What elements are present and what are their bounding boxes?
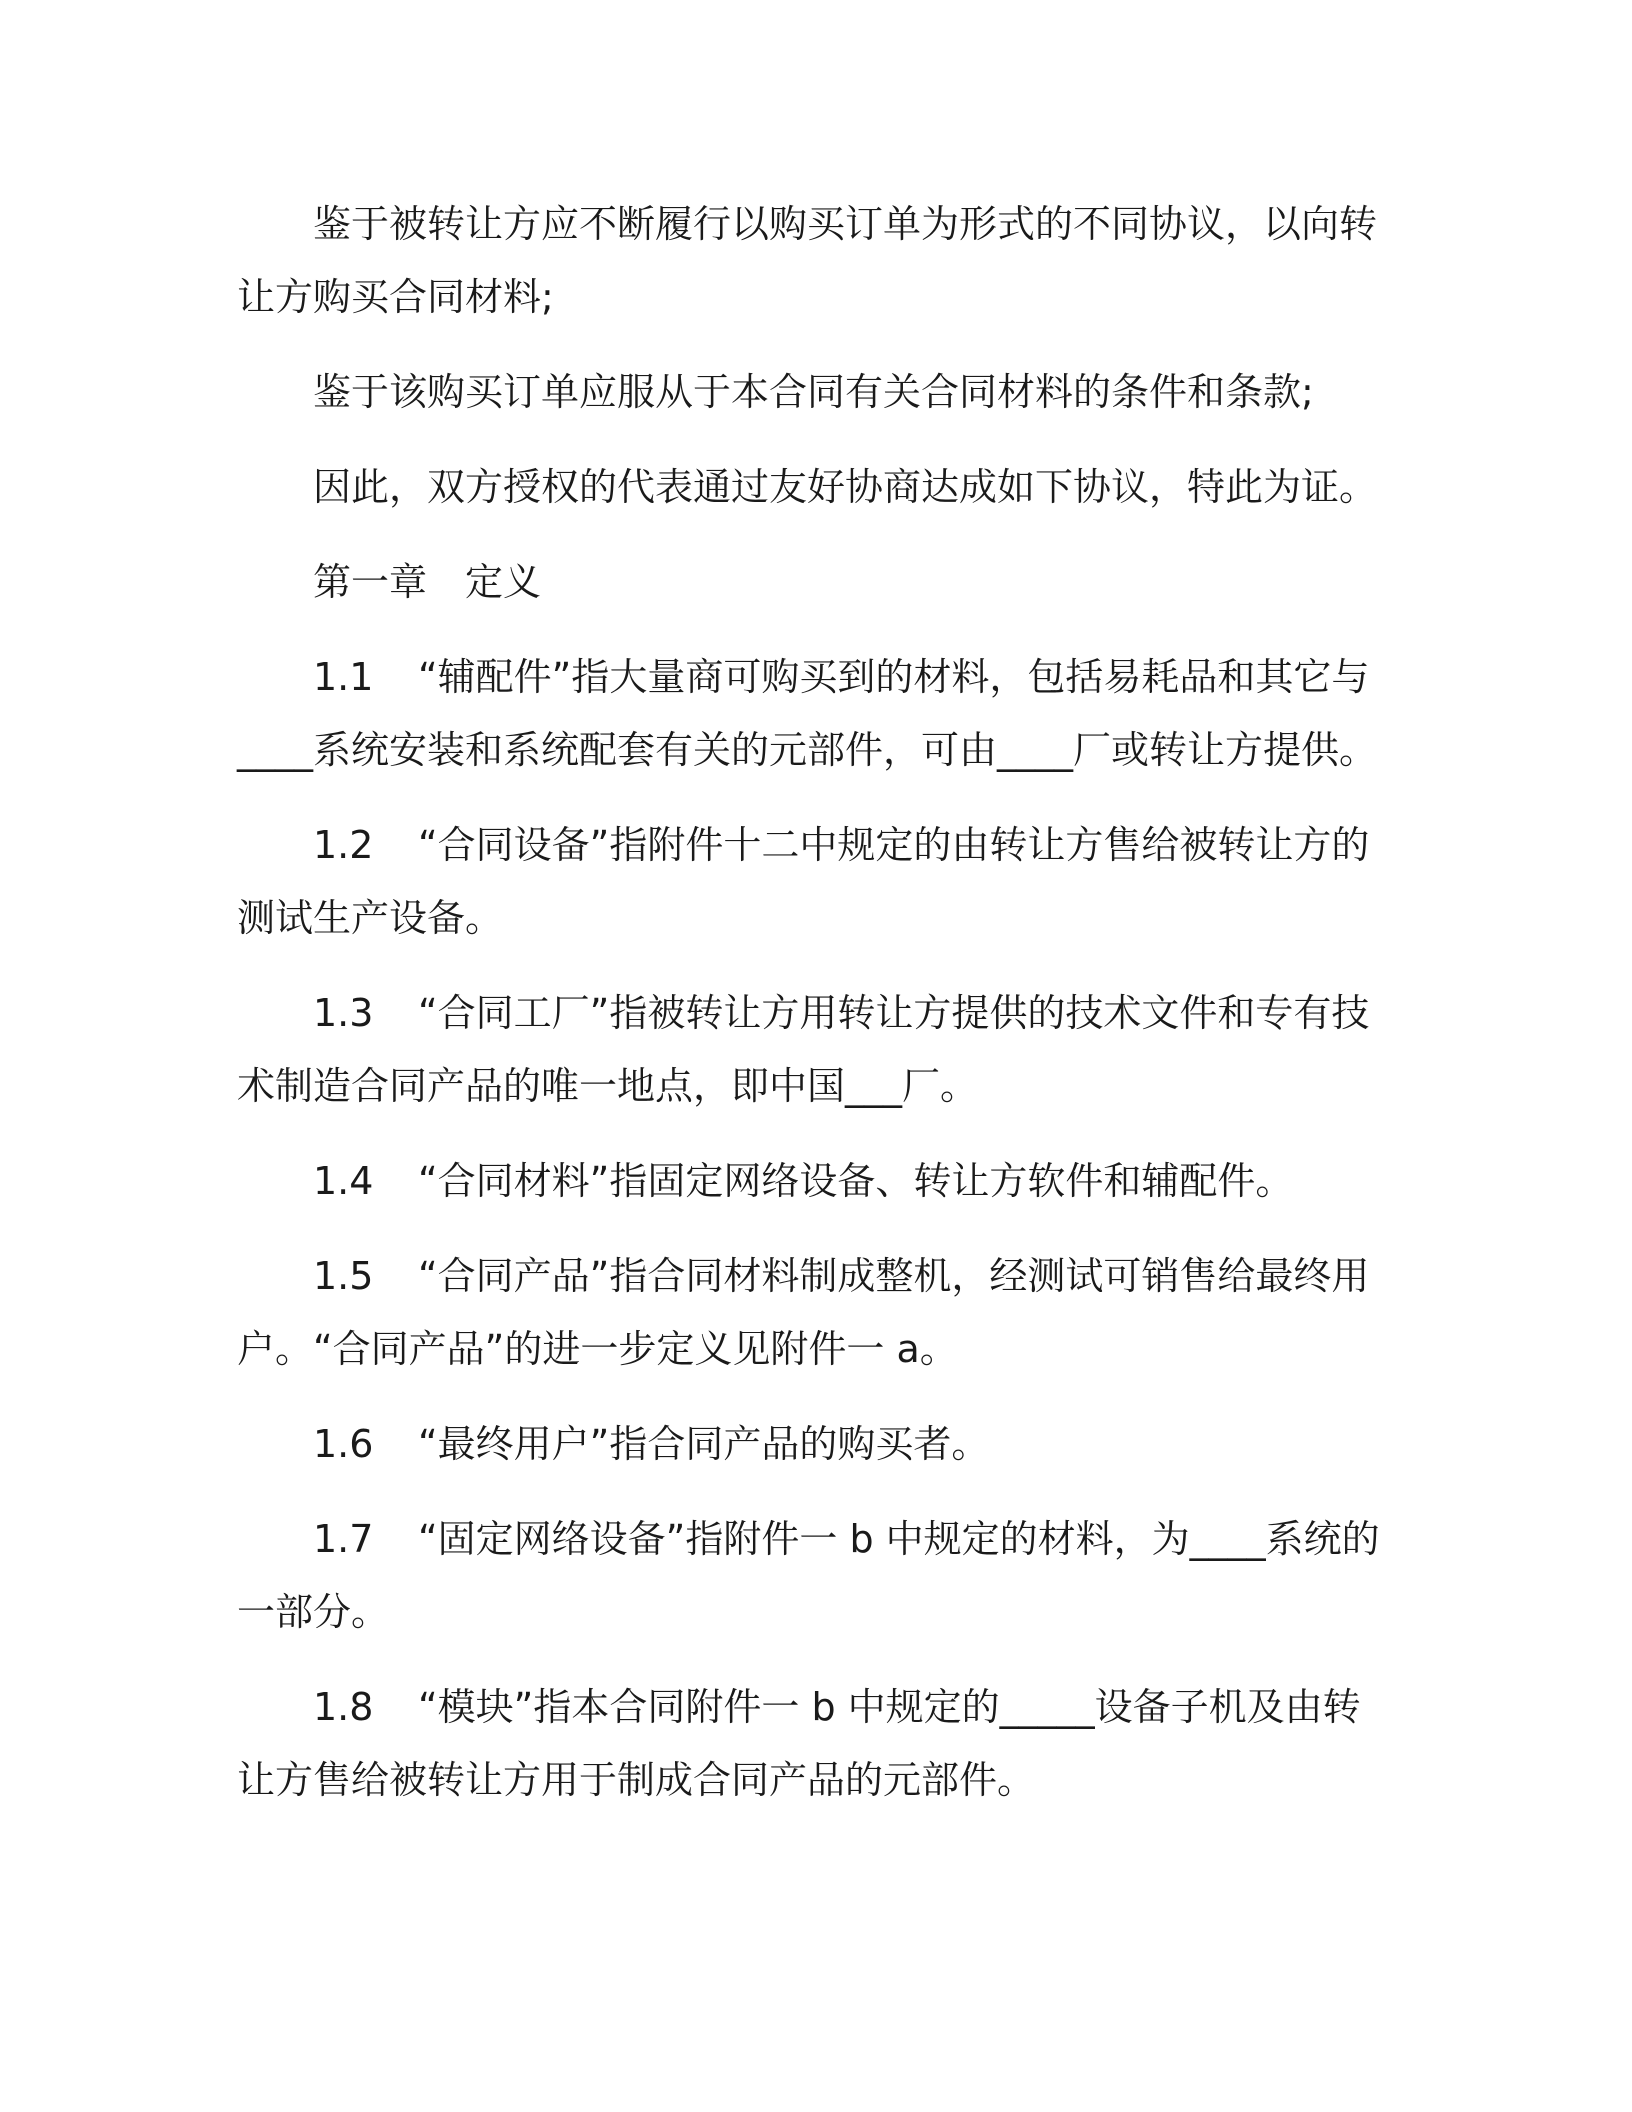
chapter-heading: 第一章 定义	[313, 560, 542, 604]
document-body	[237, 188, 1382, 1839]
definition-text: “合同工厂”指被转让方用转让方提供的技术文件和专有技术制造合同产品的唯一地点，即中国___厂。	[237, 991, 1370, 1108]
definition-item	[237, 809, 1382, 955]
definition-text: “最终用户”指合同产品的购买者。	[418, 1422, 990, 1466]
definition-number: 1.2	[313, 823, 374, 867]
definition-item	[237, 1503, 1382, 1649]
definition-number: 1.3	[313, 991, 374, 1035]
definition-text: “合同材料”指固定网络设备、转让方软件和辅配件。	[418, 1159, 1294, 1203]
definition-number: 1.8	[313, 1685, 374, 1729]
definition-item	[237, 1671, 1382, 1817]
recital-paragraph-3: 因此，双方授权的代表通过友好协商达成如下协议，特此为证。	[313, 465, 1378, 509]
definition-number: 1.5	[313, 1254, 374, 1298]
definition-number: 1.6	[313, 1422, 374, 1466]
definition-item	[237, 1240, 1382, 1386]
definition-text: “合同产品”指合同材料制成整机，经测试可销售给最终用户。“合同产品”的进一步定义见附件一 a。	[237, 1254, 1370, 1371]
definition-text: “模块”指本合同附件一 b 中规定的_____设备子机及由转让方售给被转让方用于制成合同产品的元部件。	[237, 1685, 1361, 1802]
definition-item	[237, 977, 1382, 1123]
definition-item	[237, 1145, 1382, 1218]
definition-item	[237, 641, 1382, 787]
definition-text: “合同设备”指附件十二中规定的由转让方售给被转让方的测试生产设备。	[237, 823, 1370, 940]
definition-text: “固定网络设备”指附件一 b 中规定的材料，为____系统的一部分。	[237, 1517, 1380, 1634]
definition-item	[237, 1408, 1382, 1481]
recital-paragraph-1: 鉴于被转让方应不断履行以购买订单为形式的不同协议，以向转让方购买合同材料;	[237, 202, 1378, 319]
definition-number: 1.4	[313, 1159, 374, 1203]
definition-number: 1.1	[313, 655, 374, 699]
definition-text: “辅配件”指大量商可购买到的材料，包括易耗品和其它与____系统安装和系统配套有关的元部件，可由____厂或转让方提供。	[237, 655, 1378, 772]
recital-paragraph-2: 鉴于该购买订单应服从于本合同有关合同材料的条件和条款;	[313, 370, 1314, 414]
definition-number: 1.7	[313, 1517, 374, 1561]
